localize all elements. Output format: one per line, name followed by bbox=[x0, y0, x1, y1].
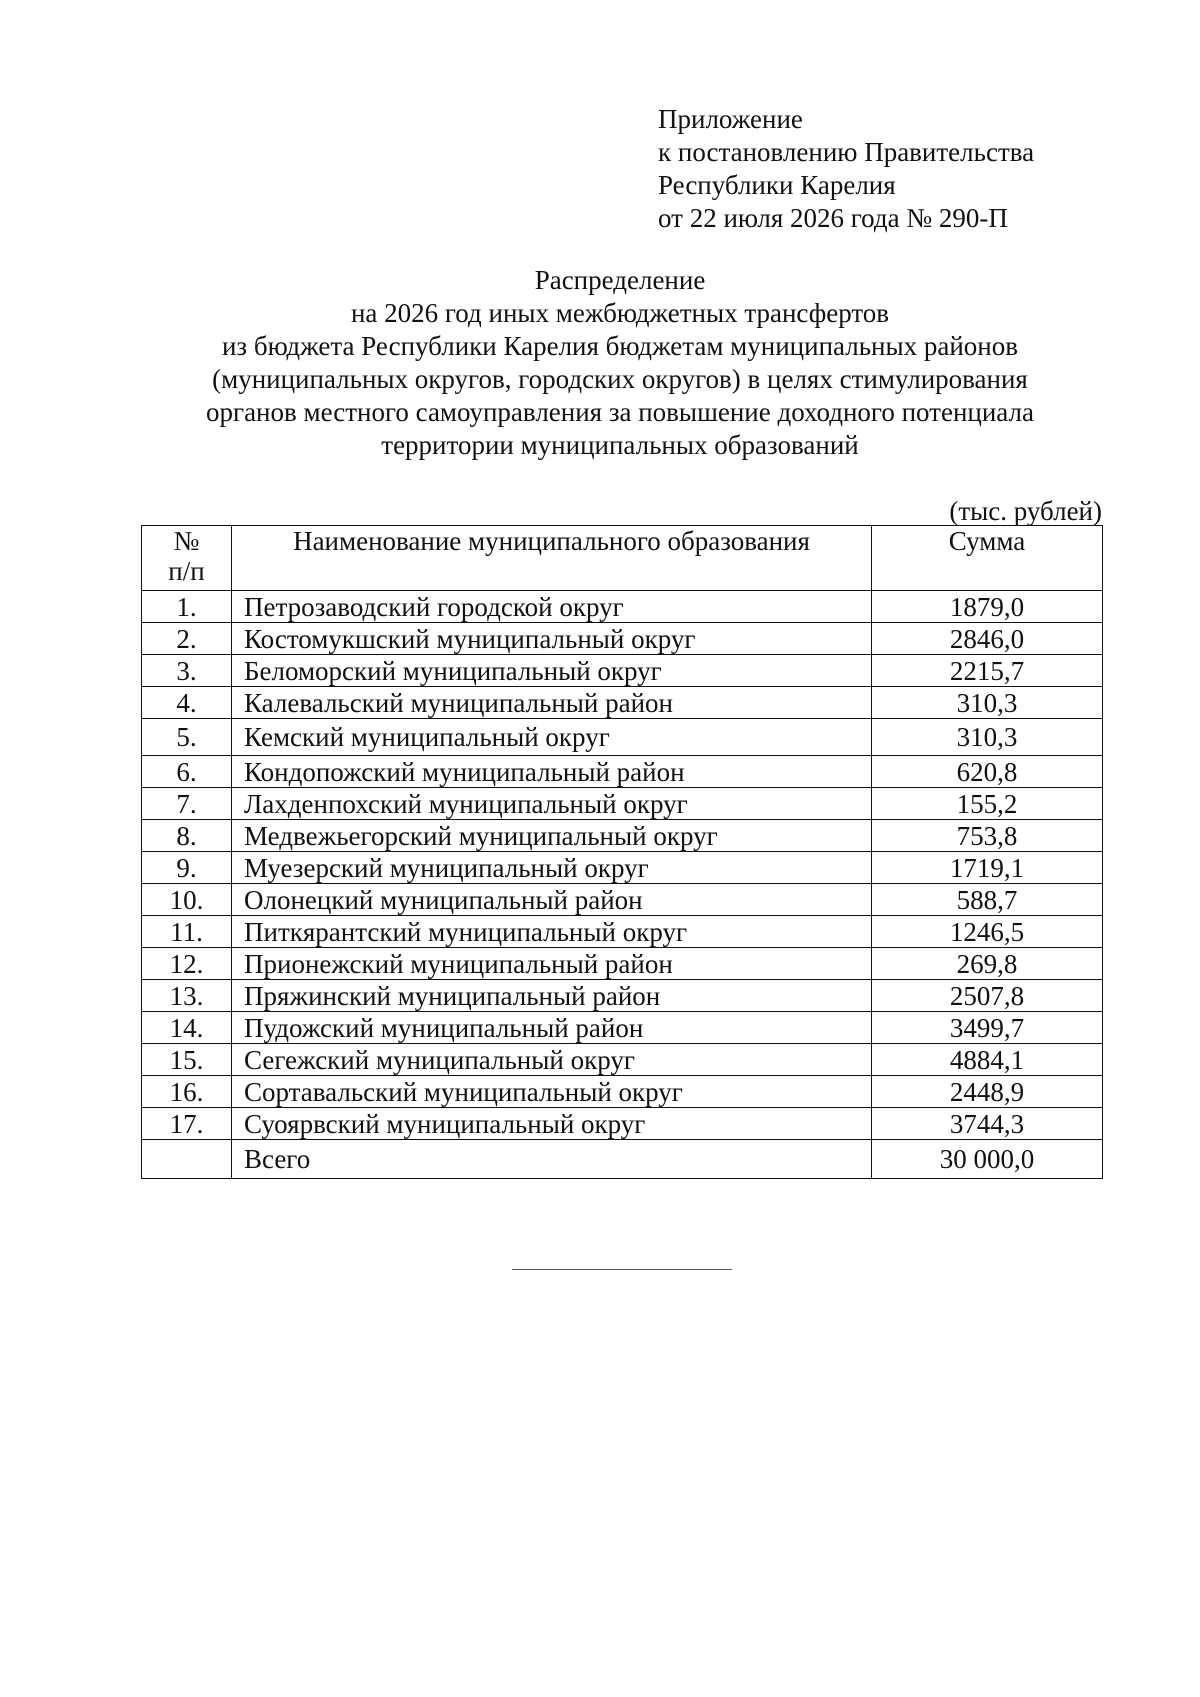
table-row bbox=[142, 1044, 1103, 1076]
header-num-line: п/п bbox=[168, 556, 205, 586]
row-num: 4. bbox=[142, 687, 232, 719]
row-num: 17. bbox=[142, 1108, 232, 1140]
row-sum: 1246,5 bbox=[872, 916, 1103, 948]
row-name: Суоярвский муниципальный округ bbox=[232, 1108, 872, 1140]
title-line: из бюджета Республики Карелия бюджетам муниципальных районов bbox=[221, 331, 1018, 361]
row-sum: 2448,9 bbox=[872, 1076, 1103, 1108]
row-sum: 2507,8 bbox=[872, 980, 1103, 1012]
distribution-table bbox=[141, 525, 1103, 1179]
row-name: Пудожский муниципальный район bbox=[232, 1012, 872, 1044]
row-num: 13. bbox=[142, 980, 232, 1012]
row-name: Кондопожский муниципальный район bbox=[232, 756, 872, 788]
row-sum: 620,8 bbox=[872, 756, 1103, 788]
row-sum: 588,7 bbox=[872, 884, 1103, 916]
total-num bbox=[142, 1140, 232, 1179]
table-row bbox=[142, 1108, 1103, 1140]
row-sum: 269,8 bbox=[872, 948, 1103, 980]
table-row bbox=[142, 1012, 1103, 1044]
row-name: Питкярантский муниципальный округ bbox=[232, 916, 872, 948]
row-num: 1. bbox=[142, 591, 232, 623]
table-row bbox=[142, 623, 1103, 655]
row-name: Сортавальский муниципальный округ bbox=[232, 1076, 872, 1108]
row-sum: 310,3 bbox=[872, 687, 1103, 719]
table-row bbox=[142, 852, 1103, 884]
approval-line: Приложение bbox=[658, 104, 803, 134]
row-sum: 310,3 bbox=[872, 719, 1103, 756]
row-num: 3. bbox=[142, 655, 232, 687]
row-name: Сегежский муниципальный округ bbox=[232, 1044, 872, 1076]
row-sum: 753,8 bbox=[872, 820, 1103, 852]
row-num: 6. bbox=[142, 756, 232, 788]
title-line: (муниципальных округов, городских округов) в целях стимулирования bbox=[212, 364, 1028, 394]
approval-line: Республики Карелия bbox=[658, 170, 896, 200]
units-label: (тыс. рублей) bbox=[949, 496, 1102, 526]
table-row bbox=[142, 884, 1103, 916]
row-sum: 4884,1 bbox=[872, 1044, 1103, 1076]
table-row bbox=[142, 719, 1103, 756]
row-name: Кемский муниципальный округ bbox=[232, 719, 872, 756]
title-line: Распределение bbox=[534, 265, 706, 295]
table-header-row bbox=[142, 526, 1103, 591]
row-num: 15. bbox=[142, 1044, 232, 1076]
row-name: Петрозаводский городской округ bbox=[232, 591, 872, 623]
row-num: 8. bbox=[142, 820, 232, 852]
total-label: Всего bbox=[232, 1140, 872, 1179]
table-row bbox=[142, 756, 1103, 788]
row-num: 9. bbox=[142, 852, 232, 884]
header-name: Наименование муниципального образования bbox=[232, 526, 872, 591]
table-row bbox=[142, 980, 1103, 1012]
document-title bbox=[160, 264, 1080, 462]
header-sum: Сумма bbox=[872, 526, 1103, 591]
row-name: Муезерский муниципальный округ bbox=[232, 852, 872, 884]
title-line: органов местного самоуправления за повышение доходного потенциала bbox=[206, 397, 1034, 427]
row-sum: 1719,1 bbox=[872, 852, 1103, 884]
row-name: Медвежьегорский муниципальный округ bbox=[232, 820, 872, 852]
approval-line: от 22 июля 2026 года № 290-П bbox=[658, 203, 1008, 233]
header-num bbox=[142, 526, 232, 591]
row-sum: 155,2 bbox=[872, 788, 1103, 820]
row-num: 7. bbox=[142, 788, 232, 820]
row-name: Калевальский муниципальный район bbox=[232, 687, 872, 719]
total-row bbox=[142, 1140, 1103, 1179]
row-sum: 3499,7 bbox=[872, 1012, 1103, 1044]
row-name: Костомукшский муниципальный округ bbox=[232, 623, 872, 655]
table-row bbox=[142, 788, 1103, 820]
row-sum: 1879,0 bbox=[872, 591, 1103, 623]
total-sum: 30 000,0 bbox=[872, 1140, 1103, 1179]
end-divider bbox=[512, 1269, 732, 1270]
row-num: 16. bbox=[142, 1076, 232, 1108]
row-sum: 3744,3 bbox=[872, 1108, 1103, 1140]
approval-line: к постановлению Правительства bbox=[658, 137, 1035, 167]
approval-block bbox=[658, 103, 1158, 235]
table-row bbox=[142, 916, 1103, 948]
table-row bbox=[142, 591, 1103, 623]
row-num: 10. bbox=[142, 884, 232, 916]
row-num: 11. bbox=[142, 916, 232, 948]
row-sum: 2215,7 bbox=[872, 655, 1103, 687]
table-row bbox=[142, 687, 1103, 719]
row-name: Олонецкий муниципальный район bbox=[232, 884, 872, 916]
row-num: 12. bbox=[142, 948, 232, 980]
title-line: территории муниципальных образований bbox=[381, 430, 859, 460]
row-name: Прионежский муниципальный район bbox=[232, 948, 872, 980]
title-line: на 2026 год иных межбюджетных трансфертов bbox=[350, 298, 890, 328]
row-num: 2. bbox=[142, 623, 232, 655]
row-sum: 2846,0 bbox=[872, 623, 1103, 655]
table-row bbox=[142, 948, 1103, 980]
row-name: Пряжинский муниципальный район bbox=[232, 980, 872, 1012]
row-name: Беломорский муниципальный округ bbox=[232, 655, 872, 687]
row-name: Лахденпохский муниципальный округ bbox=[232, 788, 872, 820]
header-num-line: № bbox=[173, 526, 200, 556]
table-row bbox=[142, 1076, 1103, 1108]
table-row bbox=[142, 820, 1103, 852]
table-row bbox=[142, 655, 1103, 687]
row-num: 5. bbox=[142, 719, 232, 756]
row-num: 14. bbox=[142, 1012, 232, 1044]
